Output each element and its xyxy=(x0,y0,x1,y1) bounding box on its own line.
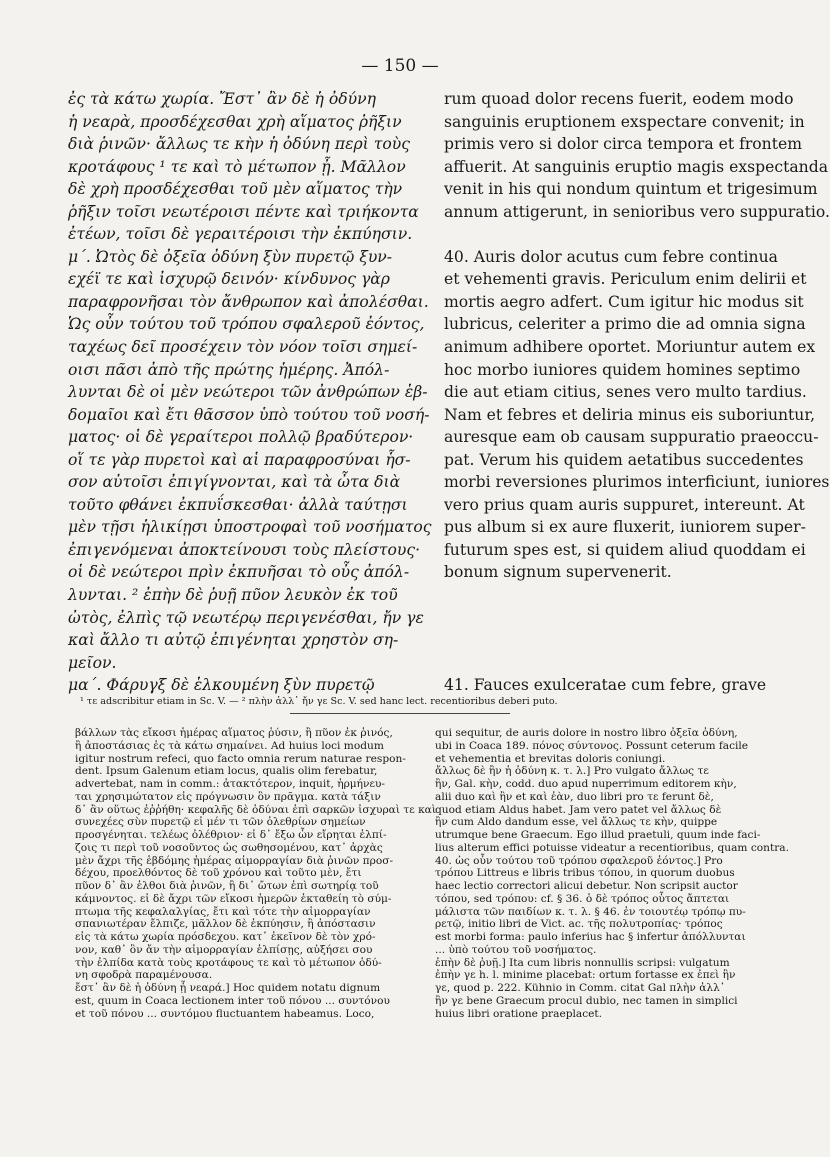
note-line: dent. Ipsum Galenum etiam locus, qualis olim ferebatur, xyxy=(75,765,378,778)
greek-line: μεῖον. xyxy=(68,653,117,672)
note-line: μάλιστα τῶν παιδίων κ. τ. λ. § 46. ἐν τοιουτέῳ τρόπῳ πυ- xyxy=(435,905,746,918)
latin-line: annum attigerunt, in senioribus vero suppuratio. xyxy=(444,202,830,221)
greek-line: οἵ τε γὰρ πυρετοὶ καὶ αἱ παραφροσύναι ἧσ- xyxy=(68,450,411,469)
note-line: κάμνοντος. εἰ δὲ ἄχρι τῶν εἴκοσι ἡμερῶν ἐκταθείη τὸ σύμ- xyxy=(75,892,392,905)
note-line: ... ὑπὸ τούτου τοῦ νοσήματος. xyxy=(435,943,597,956)
latin-line: futurum spes est, si quidem aliud quoddam ei xyxy=(444,540,806,559)
latin-line: lubricus, celeriter a primo die ad omnia signa xyxy=(444,315,806,334)
greek-text-column xyxy=(68,88,432,697)
greek-line: δομαῖοι καὶ ἔτι θᾶσσον ὑπὸ τούτου τοῦ νοσή- xyxy=(68,405,430,424)
greek-line: τοῦτο φθάνει ἐκπυΐσκεσθαι· ἀλλὰ ταύτῃσι xyxy=(68,495,408,514)
note-line: alii duo καὶ ἢν et καὶ ἐὰν, duo libri pro τε ferunt δὲ, xyxy=(435,790,714,803)
greek-line: ἡ νεαρὰ, προσδέχεσθαι χρὴ αἵματος ῥῆξιν xyxy=(68,112,402,131)
note-line: τόπου, sed τρόπου: cf. § 36. ὁ δὲ τρόπος οὗτος ἄπτεται xyxy=(435,892,730,905)
note-line: quod etiam Aldus habet. Jam vero patet vel ἄλλως δὲ xyxy=(435,803,722,816)
note-line: ἢν, Gal. κὴν, codd. duo apud nuperrimum editorem κὴν, xyxy=(435,778,737,790)
note-line: εἰς τὰ κάτω χωρία πρόσδεχου. κατ᾽ ἐκεῖνον δὲ τὸν χρό- xyxy=(75,931,376,943)
greek-line: λυνται δὲ οἱ μὲν νεώτεροι τῶν ἀνθρώπων ἑβ- xyxy=(68,383,428,402)
note-line: lius alterum effici potuisse videatur a recentioribus, quam contra. xyxy=(435,841,789,854)
note-line: et vehementia et brevitas doloris coniungi. xyxy=(435,752,666,765)
greek-line: εχέϊ τε καὶ ἰσχυρῷ δεινόν· κίνδυνος γὰρ xyxy=(68,270,390,289)
note-line: qui sequitur, de auris dolore in nostro libro ὀξεῖα ὀδύνη, xyxy=(435,727,738,739)
note-line: σπανιωτέραν ἔλπιζε, μᾶλλον δὲ ἐκπύησιν, ἢ ἀπόστασιν xyxy=(75,918,376,931)
footnote: ¹ τε adscribitur etiam in Sc. V. — ² πλὴν ἀλλ᾽ ἤν γε Sc. V. sed hanc lect. recentioribus deberi puto. xyxy=(80,696,558,707)
note-line: μὲν ἄχρι τῆς ἑβδόμης ἡμέρας αἱμορραγίαν διὰ ῥινῶν προσ- xyxy=(75,854,394,867)
note-line: advertebat, nam in comm.: ἀτακτότερον, inquit, ἡρμήνευ- xyxy=(75,778,385,790)
latin-line xyxy=(444,607,766,630)
greek-line: λυνται. ² ἐπὴν δὲ ῥυῇ πῦον λευκὸν ἐκ τοῦ xyxy=(68,586,398,605)
greek-line: μὲν τῇσι ἡλικίῃσι ὑποστροφαὶ τοῦ νοσήματος xyxy=(68,518,432,537)
greek-line: δὲ χρὴ προσδέχεσθαι τοῦ μὲν αἵματος τὴν xyxy=(68,180,403,199)
greek-line: διὰ ῥινῶν· ἄλλως τε κὴν ἡ ὀδύνη περὶ τοὺς xyxy=(68,135,410,154)
note-line: γε, quod p. 222. Kühnio in Comm. citat Gal πλὴν ἀλλ᾽ xyxy=(435,982,726,994)
greek-line: μα΄. Φάρυγξ δὲ ἑλκουμένη ξὺν πυρετῷ xyxy=(68,676,375,695)
latin-line: morbi reversiones plurimos interficiunt, iuniores xyxy=(444,473,830,492)
greek-line: ἐς τὰ κάτω χωρία. Ἔστ᾽ ἂν δὲ ἡ ὀδύνη xyxy=(68,90,376,108)
note-line: προσγένηται. τελέως ὀλέθριον· εἰ δ᾽ ἔξω ὧν εἴρηται ἐλπί- xyxy=(75,829,387,841)
note-line: ἔστ᾽ ἂν δὲ ἡ ὀδύνη ᾖ νεαρά.] Hoc quidem notatu dignum xyxy=(75,982,381,994)
note-line: ubi in Coaca 189. πόνος σύντονος. Possunt ceterum facile xyxy=(435,739,749,752)
greek-line: Ὡς οὖν τούτου τοῦ τρόπου σφαλεροῦ ἐόντος, xyxy=(68,315,425,334)
greek-line: ῥῆξιν τοῖσι νεωτέροισι πέντε καὶ τριήκοντα xyxy=(68,202,419,221)
latin-line: die aut etiam citius, senes vero multo tardius. xyxy=(444,383,807,402)
greek-line: μ΄. Ὠτὸς δὲ ὀξεῖα ὀδύνη ξὺν πυρετῷ ξυν- xyxy=(68,247,393,266)
note-line: ρετῷ, initio libri de Vict. ac. τῆς πολυτροπίας· τρόπος xyxy=(435,918,723,931)
latin-line: vero prius quam auris suppuret, intereunt. At xyxy=(444,495,805,514)
latin-line: auresque eam ob causam suppuratio praeoccu- xyxy=(444,428,819,447)
latin-line: 40. Auris dolor acutus cum febre continua xyxy=(444,247,778,266)
latin-line: mortis aegro adfert. Cum igitur hic modus sit xyxy=(444,292,804,311)
note-line: ἄλλως δὲ ἢν ἡ ὀδύνη κ. τ. λ.] Pro vulgato ἄλλως τε xyxy=(435,765,709,778)
note-line: τρόπου Littreus e libris tribus τόπου, in quorum duobus xyxy=(435,867,735,880)
note-line: ζοις τι περὶ τοῦ νοσοῦντος ὡς σωθησομένου, κατ᾽ ἀρχὰς xyxy=(75,841,383,854)
greek-line: σον αὐτοῖσι ἐπιγίγνονται, καὶ τὰ ὦτα διὰ xyxy=(68,473,401,492)
greek-line: καὶ ἄλλο τι αὐτῷ ἐπιγένηται χρηστὸν ση- xyxy=(68,631,399,650)
latin-line: rum quoad dolor recens fuerit, eodem modo xyxy=(444,90,794,108)
note-line: πῦον δ᾽ ἂν ἐλθοι διὰ ῥινῶν, ἢ δι᾽ ὤτων ἐπὶ σωτηρίᾳ τοῦ xyxy=(75,880,379,892)
note-line: βάλλων τὰς εἴκοσι ἡμέρας αἵματος ῥύσιν, ἢ πῦον ἐκ ῥινός, xyxy=(75,727,393,739)
greek-line: ἐπιγενόμεναι ἀποκτείνουσι τοὺς πλείστους· xyxy=(68,540,421,559)
latin-line: et vehementi gravis. Periculum enim delirii et xyxy=(444,270,807,289)
note-line: νη σφοδρὰ παραμένουσα. xyxy=(75,969,213,982)
note-line: igitur nostrum refeci, quo facto omnia rerum naturae respon- xyxy=(75,752,406,765)
note-line: est, quum in Coaca lectionem inter τοῦ πόνου ... συντόνου xyxy=(75,994,390,1007)
latin-line: affuerit. At sanguinis eruptio magis exspectanda xyxy=(444,157,828,176)
note-line: ἢν γε bene Graecum procul dubio, nec tamen in simplici xyxy=(435,994,738,1007)
note-line: et τοῦ πόνου ... συντόμου fluctuantem habeamus. Loco, xyxy=(75,1007,375,1020)
note-line: πτωμα τῆς κεφαλαλγίας, ἔτι καὶ τότε τὴν αἱμορραγίαν xyxy=(75,905,371,918)
note-line: ἐπὴν δὲ ῥυῇ.] Ita cum libris nonnullis scripsi: vulgatum xyxy=(435,956,730,969)
greek-line: παραφρονῆσαι τὸν ἄνθρωπον καὶ ἀπολέσθαι. xyxy=(68,292,429,311)
latin-line: hoc morbo iuniores quidem homines septimo xyxy=(444,360,801,379)
latin-line xyxy=(444,584,766,607)
note-line: ἢ ἀποστάσιας ἐς τὰ κάτω σημαίνει. Ad huius loci modum xyxy=(75,739,384,752)
note-line: haec lectio correctori alicui debetur. Non scripsit auctor xyxy=(435,880,738,892)
greek-line: οισι πᾶσι ἀπὸ τῆς πρώτης ἡμέρης. Ἀπόλ- xyxy=(68,360,390,379)
latin-line: Nam et febres et deliria minus eis suboriuntur, xyxy=(444,405,816,424)
notes-left-column xyxy=(75,727,436,1020)
note-line: ἐπὴν γε h. l. minime placebat: ortum fortasse ex ἐπεὶ ἢν xyxy=(435,969,736,982)
latin-line: pat. Verum his quidem aetatibus succedentes xyxy=(444,450,804,469)
note-line: 40. ὡς οὖν τούτου τοῦ τρόπου σφαλεροῦ ἐόντος.] Pro xyxy=(435,854,723,867)
latin-line: primis vero si dolor circa tempora et frontem xyxy=(444,135,803,154)
note-line: νον, καθ᾽ ὃν ἄν τὴν αἱμορραγίαν ἐλπίσῃς, αὐξήσει σου xyxy=(75,943,373,956)
latin-line xyxy=(444,629,766,652)
greek-line: οἱ δὲ νεώτεροι πρὶν ἐκπυῆσαι τὸ οὖς ἀπόλ- xyxy=(68,563,410,582)
note-line: δέχου, προελθόντος δὲ τοῦ χρόνου καὶ τοῦτο μὲν, ἔτι xyxy=(75,867,362,880)
latin-line xyxy=(444,223,766,246)
note-line: τὴν ἐλπίδα κατὰ τοὺς κροτάφους τε καὶ τὸ μέτωπον ὀδύ- xyxy=(75,956,382,969)
note-line: δ᾽ ἂν οὕτως ἐῤῥήθη· κεφαλῆς δὲ ὀδύναι ἐπὶ σαρκῶν ἰσχυραὶ τε καὶ xyxy=(75,803,436,816)
note-line: huius libri oratione praeplacet. xyxy=(435,1007,603,1020)
greek-line: κροτάφους ¹ τε καὶ τὸ μέτωπον ᾖ. Μᾶλλον xyxy=(68,157,406,176)
latin-line: bonum signum supervenerit. xyxy=(444,563,672,582)
divider xyxy=(290,713,510,714)
greek-line: ματος· οἱ δὲ γεραίτεροι πολλῷ βραδύτερον· xyxy=(68,428,414,447)
latin-line: animum adhibere oportet. Moriuntur autem ex xyxy=(444,338,816,357)
note-line: συνεχέες σὺν πυρετῷ εἰ μέν τι τῶν ὀλεθρίων σημείων xyxy=(75,816,366,829)
note-line: est morbi forma: paulo inferius hac § infertur ἀπόλλυνται xyxy=(435,931,746,943)
notes-right-column xyxy=(435,727,789,1020)
latin-line: sanguinis eruptionem exspectare convenit; in xyxy=(444,112,805,131)
page-number: — 150 — xyxy=(361,56,439,76)
note-line: utrumque bene Graecum. Ego illud praetuli, quum inde faci- xyxy=(435,829,761,841)
latin-line: venit in his qui nondum quintum et trigesimum xyxy=(444,180,818,199)
latin-line: pus album si ex aure fluxerit, iuniorem super- xyxy=(444,518,806,537)
latin-line xyxy=(444,652,766,675)
greek-line: ἐτέων, τοῖσι δὲ γεραιτέροισι τὴν ἐκπύησιν. xyxy=(68,225,413,244)
latin-text-column xyxy=(444,88,830,697)
greek-line: ὠτὸς, ἐλπὶς τῷ νεωτέρῳ περιγενέσθαι, ἤν γε xyxy=(68,608,424,627)
latin-line: 41. Fauces exulceratae cum febre, grave xyxy=(444,676,767,695)
note-line: ται χρησιμώτατον εἰς πρόγνωσιν ὂν πρᾶγμα. κατὰ τάξιν xyxy=(75,790,381,803)
greek-line: ταχέως δεῖ προσέχειν τὸν νόον τοῖσι σημεί- xyxy=(68,338,418,357)
note-line: ἢν cum Aldo dandum esse, vel ἄλλως τε κὴν, quippe xyxy=(435,816,718,829)
